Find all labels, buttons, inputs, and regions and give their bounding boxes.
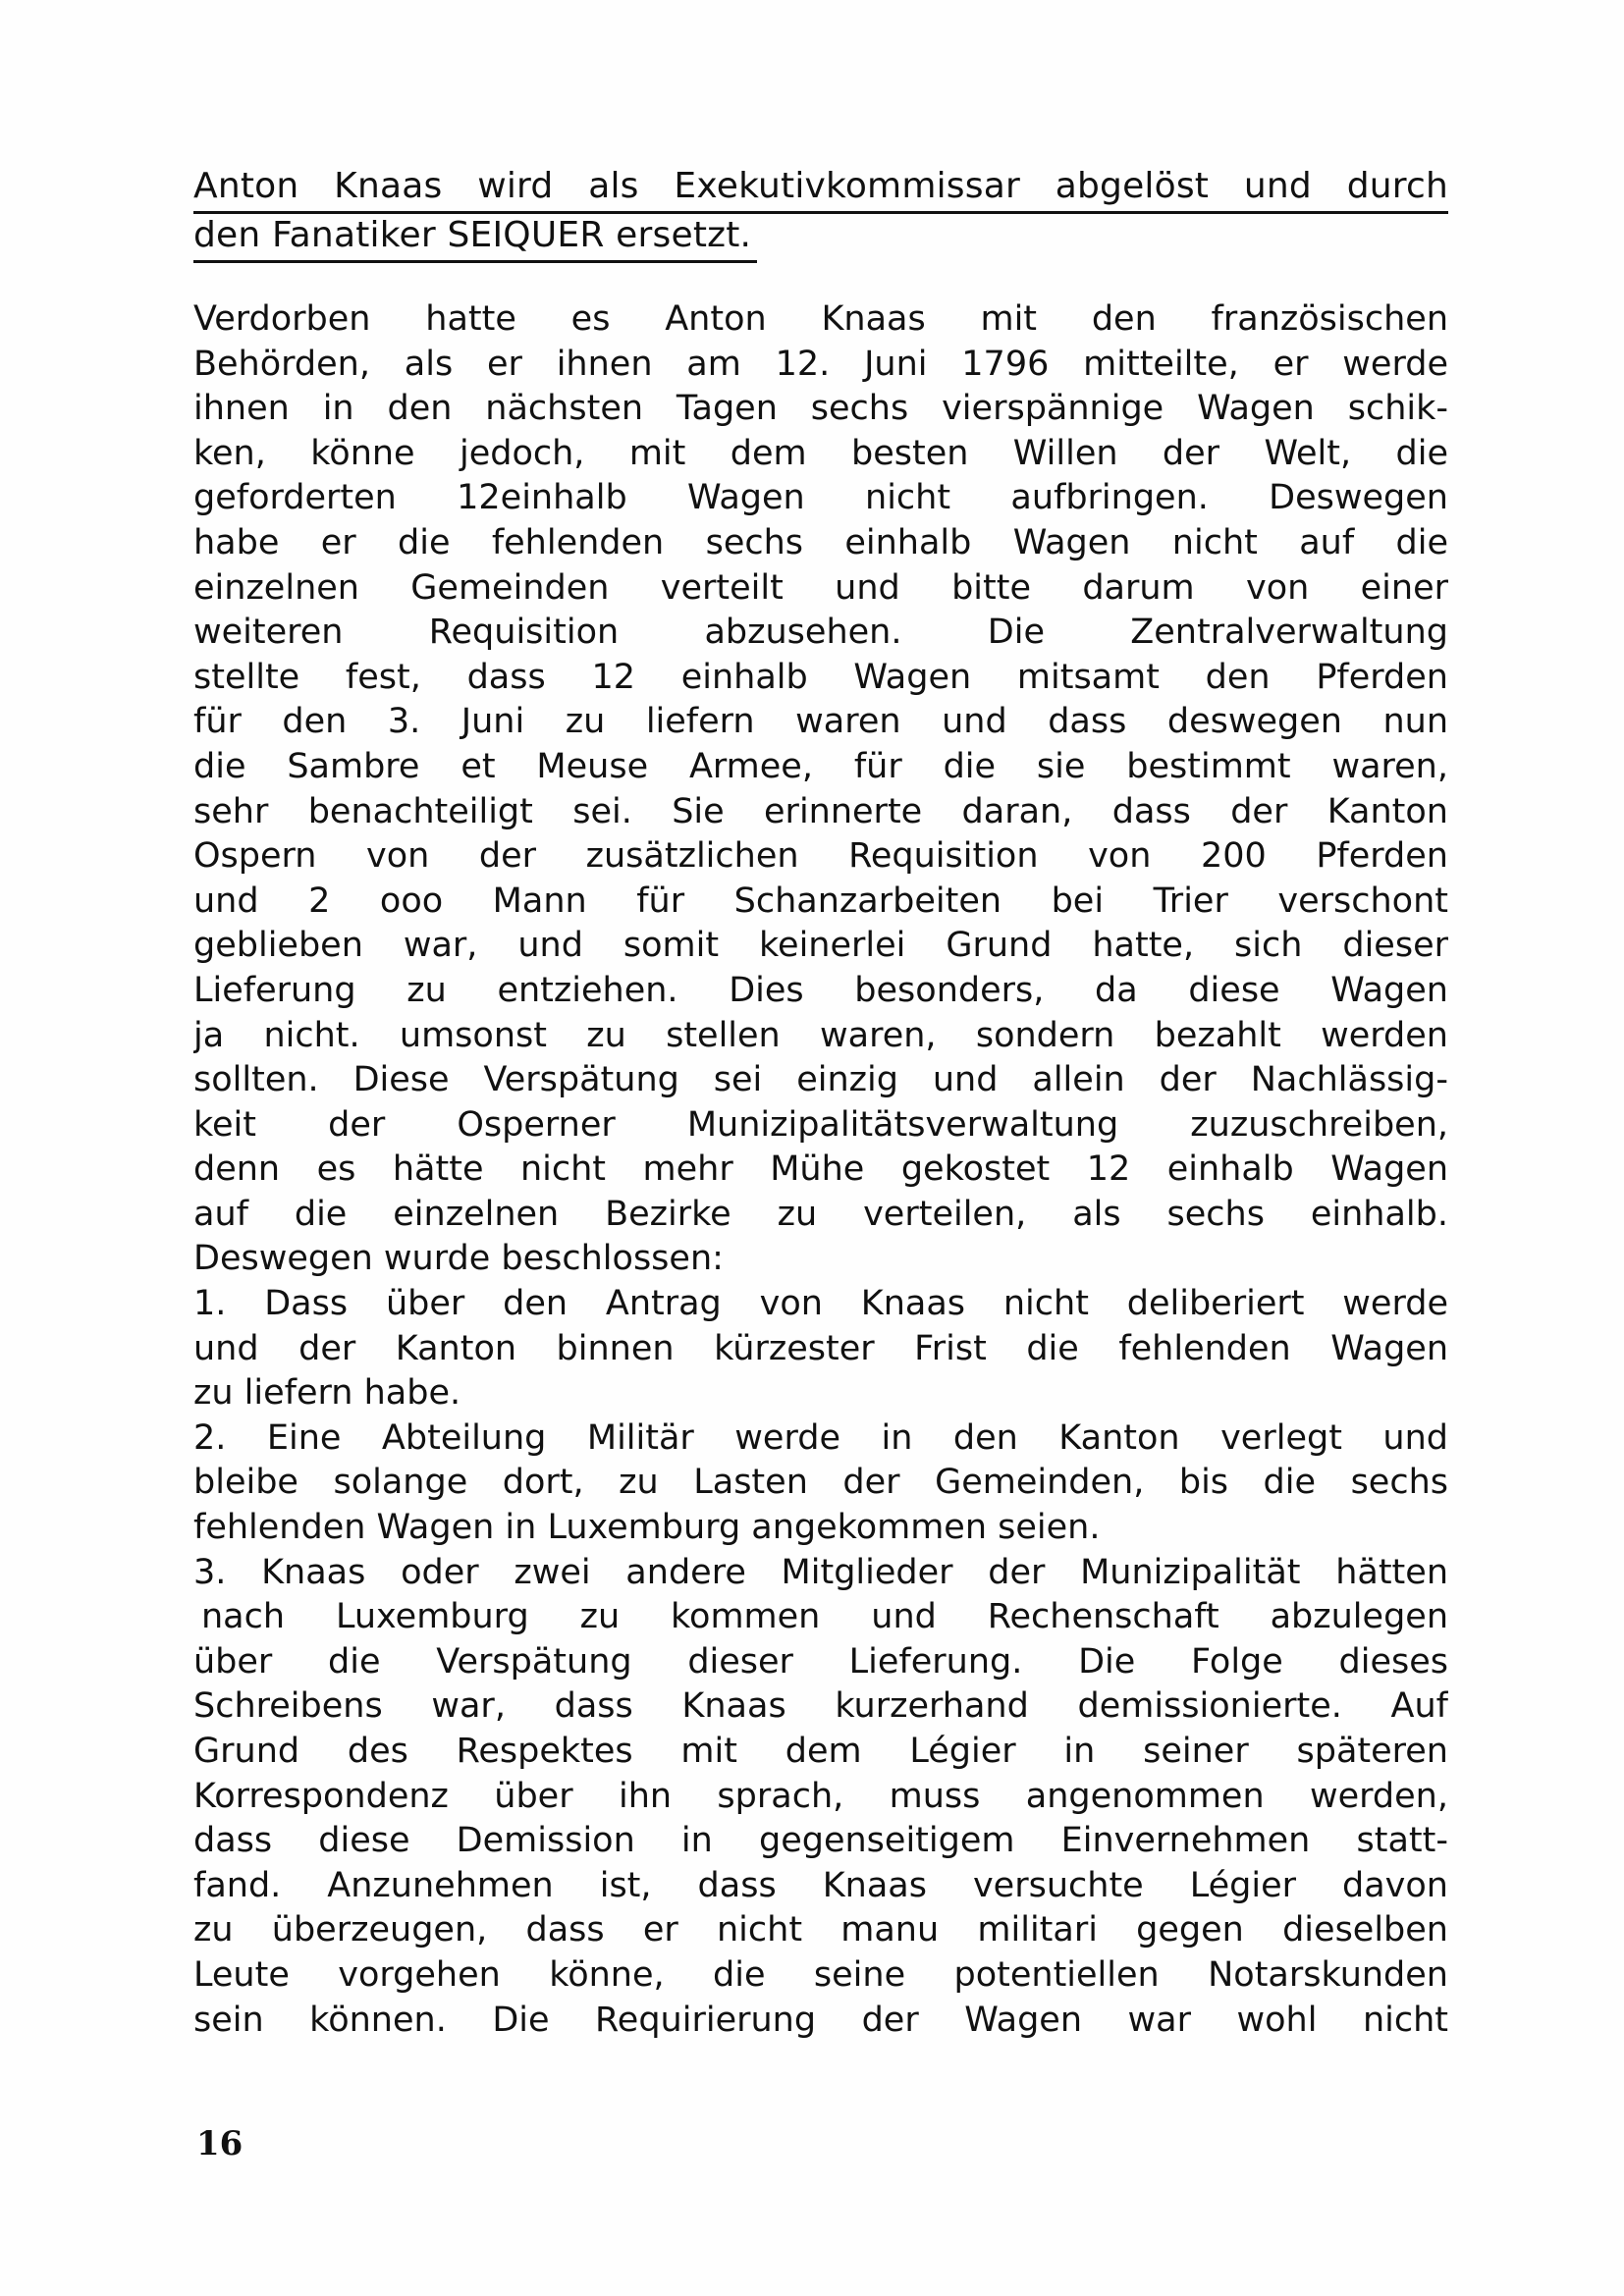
body-paragraph [193,297,1448,2043]
text-line: Deswegen wurde beschlossen: [193,1239,724,1279]
text-line: ken, könne jedoch, mit dem besten Willen der Welt, die [193,433,1448,473]
list-item-3: 3. Knaas oder zwei andere Mitglieder der Munizipalität hätten [193,1552,1448,1592]
text-line: geblieben war, und somit keinerlei Grund hatte, sich dieser [193,926,1448,966]
text-line: für den 3. Juni zu liefern waren und dass deswegen nun [193,702,1448,742]
text-line: Schreibens war, dass Knaas kurzerhand demissionierte. Auf [193,1686,1448,1727]
text-line: über die Verspätung dieser Lieferung. Die Folge dieses [193,1641,1448,1682]
text-line: und 2 ooo Mann für Schanzarbeiten bei Trier verschont [193,881,1448,921]
text-line: geforderten 12einhalb Wagen nicht aufbringen. Deswegen [193,478,1448,518]
text-line: zu überzeugen, dass er nicht manu militari gegen dieselben [193,1910,1448,1950]
text-line: Grund des Respektes mit dem Légier in seiner späteren [193,1732,1448,1771]
text-line: die Sambre et Meuse Armee, für die sie bestimmt waren, [193,746,1448,786]
text-line: sollten. Diese Verspätung sei einzig und allein der Nachlässig- [193,1060,1448,1100]
list-item-2: 2. Eine Abteilung Militär werde in den Kanton verlegt und [193,1417,1448,1458]
text-line: fehlenden Wagen in Luxemburg angekommen seien. [193,1508,1101,1548]
text-line: fand. Anzunehmen ist, dass Knaas versuchte Légier davon [193,1865,1448,1905]
text-line: Leute vorgehen könne, die seine potentiellen Notarskunden [193,1954,1448,1995]
heading-line: Anton Knaas wird als Exekutivkommissar abgelöst und durch [193,165,1448,214]
heading-line: den Fanatiker SEIQUER ersetzt. [193,214,757,263]
text-line: einzelnen Gemeinden verteilt und bitte darum von einer [193,567,1448,608]
text-line: stellte fest, dass 12 einhalb Wagen mitsamt den Pferden [193,657,1448,697]
text-line: sein können. Die Requirierung der Wagen war wohl nicht [193,2000,1448,2040]
text-line: und der Kanton binnen kürzester Frist die fehlenden Wagen [193,1328,1448,1368]
text-line: sehr benachteiligt sei. Sie erinnerte daran, dass der Kanton [193,791,1448,831]
list-item-1: 1. Dass über den Antrag von Knaas nicht deliberiert werde [193,1284,1448,1324]
text-line: Ospern von der zusätzlichen Requisition von 200 Pferden [193,836,1448,877]
text-line: zu liefern habe. [193,1373,461,1414]
text-line: weiteren Requisition abzusehen. Die Zentralverwaltung [193,613,1448,653]
text-line: Verdorben hatte es Anton Knaas mit den französischen [193,299,1448,339]
page-number: 16 [196,2124,244,2163]
text-line: Behörden, als er ihnen am 12. Juni 1796 mitteilte, er werde [193,344,1448,384]
text-line: habe er die fehlenden sechs einhalb Wagen nicht auf die [193,522,1448,562]
text-line: denn es hätte nicht mehr Mühe gekostet 12 einhalb Wagen [193,1149,1448,1190]
text-line: dass diese Demission in gegenseitigem Einvernehmen statt- [193,1821,1448,1861]
text-line: ihnen in den nächsten Tagen sechs vierspännige Wagen schik- [193,389,1448,429]
text-line: ja nicht. umsonst zu stellen waren, sondern bezahlt werden [193,1015,1448,1055]
section-heading [193,165,1448,263]
text-line: auf die einzelnen Bezirke zu verteilen, als sechs einhalb. [193,1194,1448,1234]
text-line: Lieferung zu entziehen. Dies besonders, da diese Wagen [193,970,1448,1010]
text-line: keit der Osperner Munizipalitätsverwaltung zuzuschreiben, [193,1104,1448,1145]
text-line: nach Luxemburg zu kommen und Rechenschaft abzulegen [201,1597,1448,1637]
text-line: bleibe solange dort, zu Lasten der Gemeinden, bis die sechs [193,1463,1448,1503]
text-line: Korrespondenz über ihn sprach, muss angenommen werden, [193,1776,1448,1816]
